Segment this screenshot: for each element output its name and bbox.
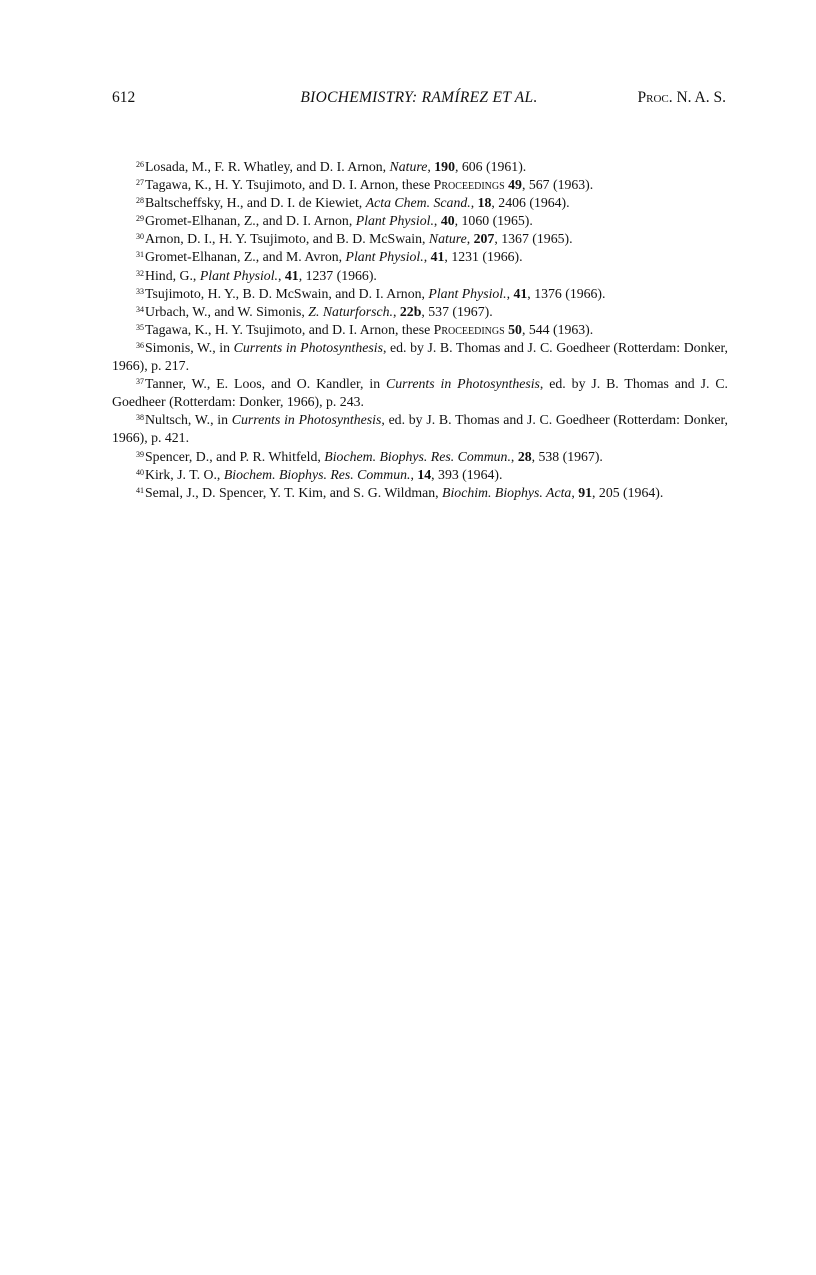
reference-pages-year: , 1060 (1965). <box>454 213 533 229</box>
reference-authors: Kirk, J. T. O., <box>145 466 224 482</box>
reference-item: $^{40}$Kirk, J. T. O., Biochem. Biophys. Res. Commun., 14, 393 (1964). <box>136 466 503 482</box>
reference-authors: Tanner, W., E. Loos, and O. Kandler, in <box>145 376 387 392</box>
reference-number: 27 <box>136 178 144 188</box>
reference-number: 28 <box>136 196 144 206</box>
reference-item: $^{39}$Spencer, D., and P. R. Whitfeld, Biochem. Biophys. Res. Commun., 28, 538 (1967). <box>136 448 603 464</box>
reference-pages-year: , 1231 (1966). <box>444 249 523 265</box>
reference-item: $^{26}$Losada, M., F. R. Whatley, and D. I. Arnon, Nature, 190, 606 (1961). <box>136 159 527 174</box>
reference-authors: Tsujimoto, H. Y., B. D. McSwain, and D. I. Arnon, <box>145 285 429 301</box>
reference-item: $^{41}$Semal, J., D. Spencer, Y. T. Kim, and S. G. Wildman, Biochim. Biophys. Acta, 91, 205 (1964). <box>136 484 664 500</box>
reference-journal: Z. Naturforsch. <box>308 303 393 319</box>
reference-pages-year: , 567 (1963). <box>521 177 594 193</box>
reference-item: $^{32}$Hind, G., Plant Physiol., 41, 1237 (1966). <box>136 267 377 283</box>
reference-journal: Currents in Photosynthesis <box>386 376 540 392</box>
reference-authors: Gromet-Elhanan, Z., and M. Avron, <box>145 249 346 265</box>
reference-number: 30 <box>136 232 144 242</box>
reference-authors: Losada, M., F. R. Whatley, and D. I. Arnon, <box>145 159 390 174</box>
reference-pages-year: , 393 (1964). <box>431 466 503 482</box>
reference-item <box>112 176 728 194</box>
reference-volume: 14 <box>417 466 432 482</box>
reference-journal: Biochem. Biophys. Res. Commun. <box>223 466 411 482</box>
reference-volume: 40 <box>440 213 455 229</box>
reference-journal: Acta Chem. Scand. <box>365 195 471 211</box>
reference-pages-year: , ed. by J. B. Thomas and J. C. Goedheer (Rotterdam: Donker, 1966), p. 243. <box>112 376 728 410</box>
reference-volume: 41 <box>430 249 445 265</box>
reference-number: 38 <box>136 413 144 423</box>
reference-item: $^{31}$Gromet-Elhanan, Z., and M. Avron, Plant Physiol., 41, 1231 (1966). <box>136 249 523 265</box>
reference-item <box>112 375 728 411</box>
reference-authors: Simonis, W., in <box>145 339 234 355</box>
reference-number: 35 <box>136 322 144 332</box>
reference-journal: Currents in Photosynthesis <box>231 412 382 428</box>
reference-journal: Plant Physiol. <box>199 267 278 283</box>
page-header <box>112 89 726 111</box>
reference-pages-year: , ed. by J. B. Thomas and J. C. Goedheer (Rotterdam: Donker, 1966), p. 217. <box>112 339 728 374</box>
reference-pages-year: , 205 (1964). <box>592 484 664 500</box>
reference-volume: 18 <box>477 195 492 211</box>
running-title: BIOCHEMISTRY: RAMÍREZ ET AL. <box>300 89 538 106</box>
reference-volume: 28 <box>517 448 532 464</box>
reference-volume: 207 <box>473 231 495 247</box>
reference-number: 41 <box>136 485 144 495</box>
reference-item: $^{28}$Baltscheffsky, H., and D. I. de Kiewiet, Acta Chem. Scand., 18, 2406 (1964). <box>136 195 570 211</box>
reference-number: 32 <box>136 268 144 278</box>
reference-volume: 41 <box>284 267 299 283</box>
reference-list <box>112 158 728 502</box>
reference-journal: Nature <box>389 159 428 174</box>
reference-number: 37 <box>136 377 144 387</box>
reference-volume: 41 <box>513 285 528 301</box>
reference-number: 29 <box>136 214 144 224</box>
reference-number: 31 <box>136 250 144 260</box>
reference-journal: Plant Physiol. <box>345 249 424 265</box>
reference-volume: 91 <box>578 484 593 500</box>
reference-pages-year: , 2406 (1964). <box>491 195 570 211</box>
reference-authors: Hind, G., <box>145 267 200 283</box>
reference-item <box>112 339 728 375</box>
reference-journal: Plant Physiol. <box>355 213 434 229</box>
reference-item: $^{30}$Arnon, D. I., H. Y. Tsujimoto, and B. D. McSwain, Nature, 207, 1367 (1965). <box>136 231 573 247</box>
reference-item: $^{34}$Urbach, W., and W. Simonis, Z. Naturforsch., 22b, 537 (1967). <box>136 303 493 319</box>
page-number: 612 <box>112 89 136 106</box>
reference-pages-year: , 544 (1963). <box>521 321 594 337</box>
reference-journal: Nature <box>428 231 467 247</box>
reference-number: 39 <box>136 449 144 459</box>
reference-proceedings: Proceedings <box>433 321 505 337</box>
reference-journal: Biochim. Biophys. Acta <box>442 484 572 500</box>
reference-pages-year: , ed. by J. B. Thomas and J. C. Goedheer (Rotterdam: Donker, 1966), p. 421. <box>112 412 728 446</box>
reference-volume: 22b <box>399 303 422 319</box>
reference-journal: Biochem. Biophys. Res. Commun. <box>324 448 511 464</box>
reference-item <box>112 411 728 447</box>
reference-volume: 190 <box>434 159 455 174</box>
reference-journal: Plant Physiol. <box>428 285 507 301</box>
reference-journal: Currents in Photosynthesis <box>233 339 383 355</box>
reference-item: $^{33}$Tsujimoto, H. Y., B. D. McSwain, and D. I. Arnon, Plant Physiol., 41, 1376 (1966). <box>136 285 606 301</box>
reference-volume: 50 <box>508 321 522 337</box>
reference-authors: Gromet-Elhanan, Z., and D. I. Arnon, <box>145 213 356 229</box>
reference-authors: Baltscheffsky, H., and D. I. de Kiewiet, <box>145 195 366 211</box>
reference-pages-year: , 1376 (1966). <box>527 285 606 301</box>
reference-number: 26 <box>136 160 144 169</box>
reference-item: $^{29}$Gromet-Elhanan, Z., and D. I. Arnon, Plant Physiol., 40, 1060 (1965). <box>136 213 533 229</box>
reference-pages-year: , 1237 (1966). <box>298 267 377 283</box>
reference-pages-year: , 606 (1961). <box>454 159 527 174</box>
reference-item <box>112 321 728 339</box>
reference-number: 33 <box>136 286 144 296</box>
reference-authors: Arnon, D. I., H. Y. Tsujimoto, and B. D. McSwain, <box>145 231 429 247</box>
reference-authors: Tagawa, K., H. Y. Tsujimoto, and D. I. Arnon, these <box>145 321 434 337</box>
reference-authors: Nultsch, W., in <box>145 412 232 428</box>
reference-number: 34 <box>136 304 144 314</box>
reference-authors: Spencer, D., and P. R. Whitfeld, <box>145 448 325 464</box>
reference-volume: 49 <box>508 177 522 193</box>
journal-name: Proc. N. A. S. <box>637 89 726 106</box>
reference-number: 36 <box>136 340 144 350</box>
reference-authors: Urbach, W., and W. Simonis, <box>145 303 309 319</box>
reference-number: 40 <box>136 467 144 477</box>
reference-pages-year: , 1367 (1965). <box>494 231 573 247</box>
reference-proceedings: Proceedings <box>433 177 505 193</box>
reference-authors: Tagawa, K., H. Y. Tsujimoto, and D. I. Arnon, these <box>145 177 434 193</box>
reference-pages-year: , 538 (1967). <box>531 448 603 464</box>
reference-pages-year: , 537 (1967). <box>421 303 493 319</box>
reference-authors: Semal, J., D. Spencer, Y. T. Kim, and S. G. Wildman, <box>145 484 443 500</box>
